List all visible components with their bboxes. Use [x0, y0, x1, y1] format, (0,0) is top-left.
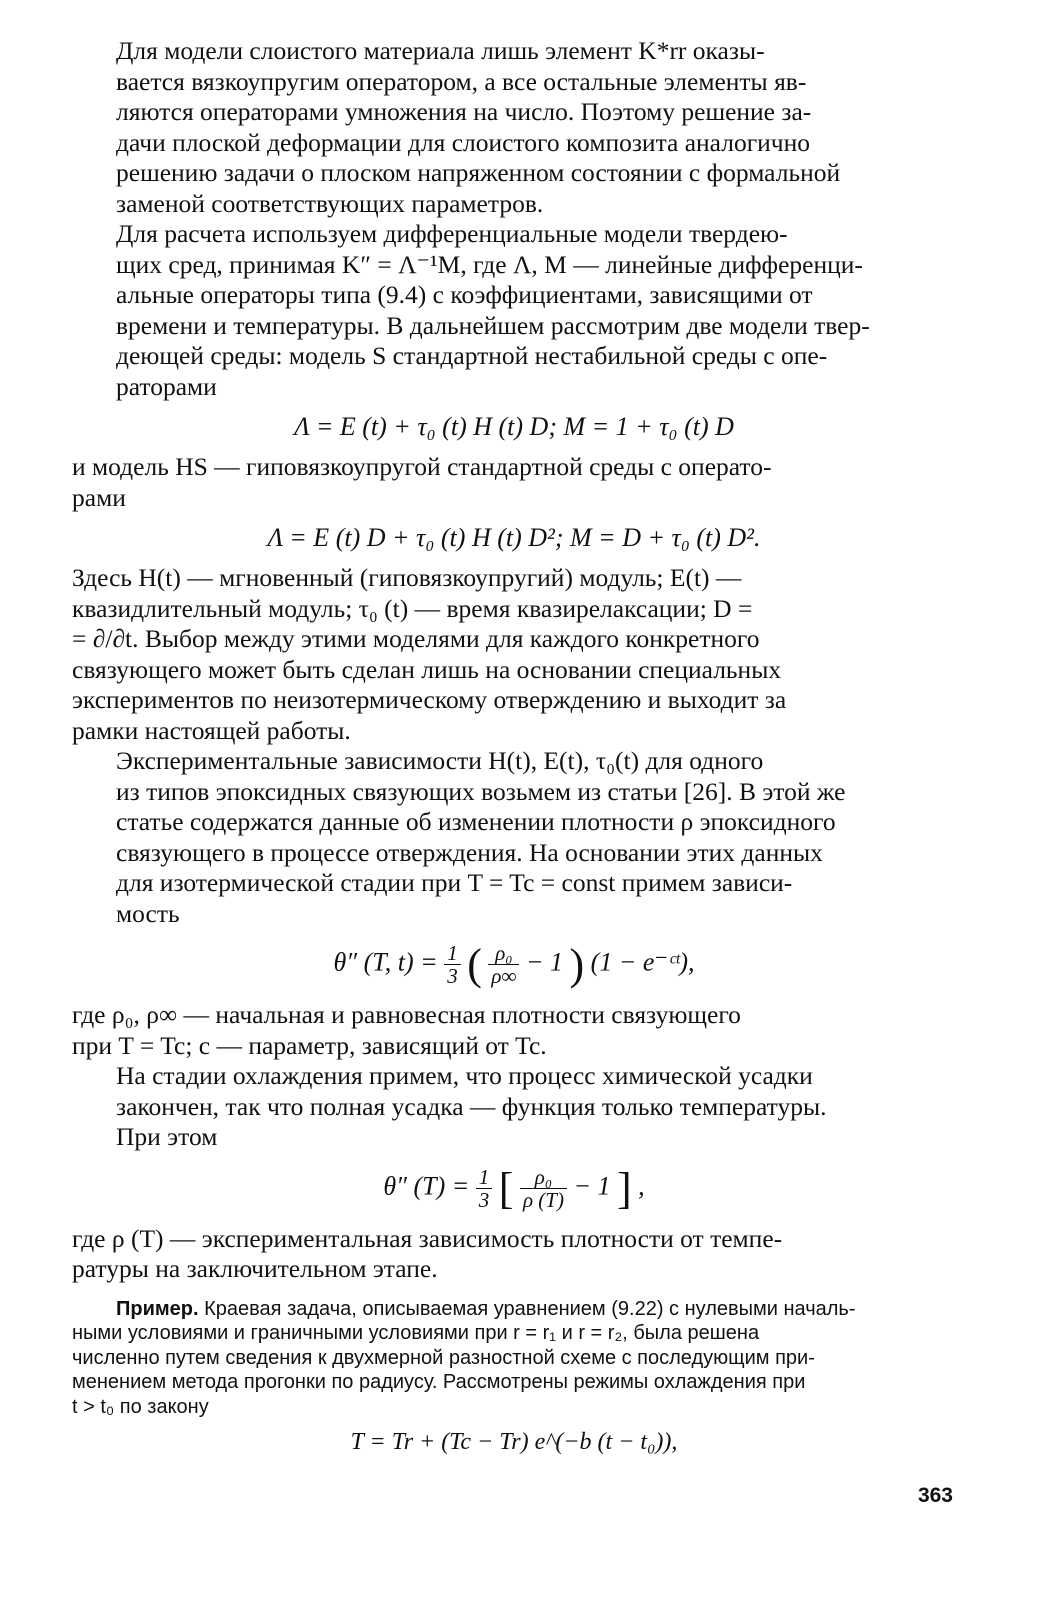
text-line: закончен, так что полная усадка — функция только температуры.	[116, 1091, 827, 1121]
fraction-denominator: ρ∞	[491, 964, 517, 988]
text-line: для изотермической стадии при T = Tc = const примем зависи-	[116, 868, 793, 897]
text-line: мость	[116, 898, 180, 928]
text-line: заменой соответствующих параметров.	[116, 188, 544, 218]
formula-model-s: Λ = E (t) + τ₀ (t) H (t) D; M = 1 + τ₀ (t) D	[294, 412, 734, 441]
text-line: где ρ₀, ρ∞ — начальная и равновесная плотности связующего	[72, 1000, 741, 1029]
text-line: раторами	[116, 371, 217, 401]
text-line: t > t₀ по закону	[72, 1395, 209, 1418]
fraction-density-ratio	[520, 1166, 567, 1211]
text-line: На стадии охлаждения примем, что процесс химической усадки	[116, 1061, 813, 1090]
text-line: рамки настоящей работы.	[72, 715, 351, 745]
text-line	[72, 1297, 956, 1322]
formula-tail: ,	[638, 1170, 645, 1200]
text-line: и модель HS — гиповязкоупругой стандартной среды с операто-	[72, 452, 772, 481]
example-label: Пример.	[116, 1297, 199, 1320]
text-line: При этом	[116, 1122, 218, 1151]
paragraph-4	[72, 563, 956, 746]
paragraph-2	[72, 219, 956, 402]
paragraph-5	[72, 746, 956, 929]
text-line: при T = Tc; c — параметр, зависящий от Tc.	[72, 1030, 547, 1060]
paragraph-6	[72, 1000, 956, 1061]
example-paragraph	[72, 1297, 956, 1420]
fraction-numerator: 1	[444, 942, 461, 965]
formula-isothermal-shrinkage	[72, 939, 956, 990]
formula-cooling-shrinkage	[72, 1163, 956, 1214]
fraction-numerator: ρ₀	[520, 1166, 567, 1189]
fraction-numerator: ρ₀	[488, 942, 519, 965]
text-line: Для модели слоистого материала лишь элемент K*rr оказы-	[116, 36, 765, 65]
text-line: щих сред, принимая K″ = Λ⁻¹M, где Λ, M — линейные дифференци-	[116, 249, 863, 279]
text-line: Для расчета используем дифференциальные модели твердею-	[116, 219, 788, 248]
paragraph-1	[72, 36, 956, 219]
bracket-open: [	[498, 1163, 514, 1213]
text-line: связующего в процессе отверждения. На основании этих данных	[116, 837, 823, 867]
text-line: ратуры на заключительном этапе.	[72, 1254, 438, 1283]
formula-lhs: θ″ (T, t) =	[333, 947, 438, 977]
formula-minus-one: − 1	[525, 947, 563, 977]
text-line: Краевая задача, описываемая уравнением (9.22) с нулевыми началь-	[204, 1297, 856, 1320]
text-line: рами	[72, 482, 126, 512]
paren-open: (	[467, 940, 482, 989]
text-line: из типов эпоксидных связующих возьмем из статьи [26]. В этой же	[116, 776, 846, 806]
text-line: квазидлительный модуль; τ₀ (t) — время квазирелаксации; D =	[72, 593, 753, 623]
text-line: деющей среды: модель S стандартной нестабильной среды с опе-	[116, 341, 828, 370]
formula-model-hs: Λ = E (t) D + τ₀ (t) H (t) D²; M = D + τ₀ (t) D².	[267, 523, 761, 552]
fraction-density-ratio	[488, 942, 519, 987]
paragraph-7	[72, 1061, 956, 1153]
formula-cooling-law: T = Tr + (Tc − Tr) e^(−b (t − t₀)),	[350, 1429, 678, 1455]
text-line: ными условиями и граничными условиями при r = r₁ и r = r₂, была решена	[72, 1322, 760, 1344]
paragraph-8	[72, 1224, 956, 1285]
text-line: вается вязкоупругим оператором, а все остальные элементы яв-	[116, 66, 807, 96]
text-line: Здесь H(t) — мгновенный (гиповязкоупругий) модуль; E(t) —	[72, 563, 742, 592]
text-line: ляются операторами умножения на число. Поэтому решение за-	[116, 97, 812, 126]
text-line: где ρ (T) — экспериментальная зависимость плотности от темпе-	[72, 1223, 783, 1253]
paragraph-3	[72, 452, 956, 513]
text-line: = ∂/∂t. Выбор между этими моделями для каждого конкретного	[72, 624, 760, 653]
fraction-one-third	[476, 1166, 493, 1211]
text-line: менением метода прогонки по радиусу. Рассмотрены режимы охлаждения при	[72, 1371, 806, 1393]
text-line: альные операторы типа (9.4) с коэффициентами, зависящими от	[116, 280, 813, 309]
fraction-denominator: 3	[447, 964, 458, 988]
text-line: решению задачи о плоском напряженном состоянии с формальной	[116, 158, 841, 187]
text-line: Экспериментальные зависимости H(t), E(t), τ₀(t) для одного	[116, 746, 764, 775]
text-line: дачи плоской деформации для слоистого композита аналогично	[116, 127, 811, 157]
formula-tail: (1 − e⁻ᶜᵗ),	[590, 947, 695, 977]
formula-lhs: θ″ (T) =	[383, 1170, 470, 1200]
bracket-close: ]	[616, 1163, 632, 1213]
text-line: статье содержатся данные об изменении плотности ρ эпоксидного	[116, 807, 836, 836]
page-body	[72, 36, 956, 1466]
text-line: времени и температуры. В дальнейшем рассмотрим две модели твер-	[116, 310, 870, 340]
fraction-denominator: ρ (T)	[522, 1187, 564, 1212]
fraction-denominator: 3	[478, 1187, 490, 1212]
fraction-one-third	[444, 942, 461, 987]
text-line: численно путем сведения к двухмерной разностной схеме с последующим при-	[72, 1346, 815, 1369]
fraction-numerator: 1	[476, 1166, 493, 1189]
text-line: связующего может быть сделан лишь на основании специальных	[72, 654, 782, 684]
page-number: 363	[917, 1484, 953, 1507]
formula-minus-one: − 1	[573, 1170, 611, 1200]
paren-close: )	[569, 940, 585, 989]
text-line: экспериментов по неизотермическому отверждению и выходит за	[72, 685, 787, 714]
